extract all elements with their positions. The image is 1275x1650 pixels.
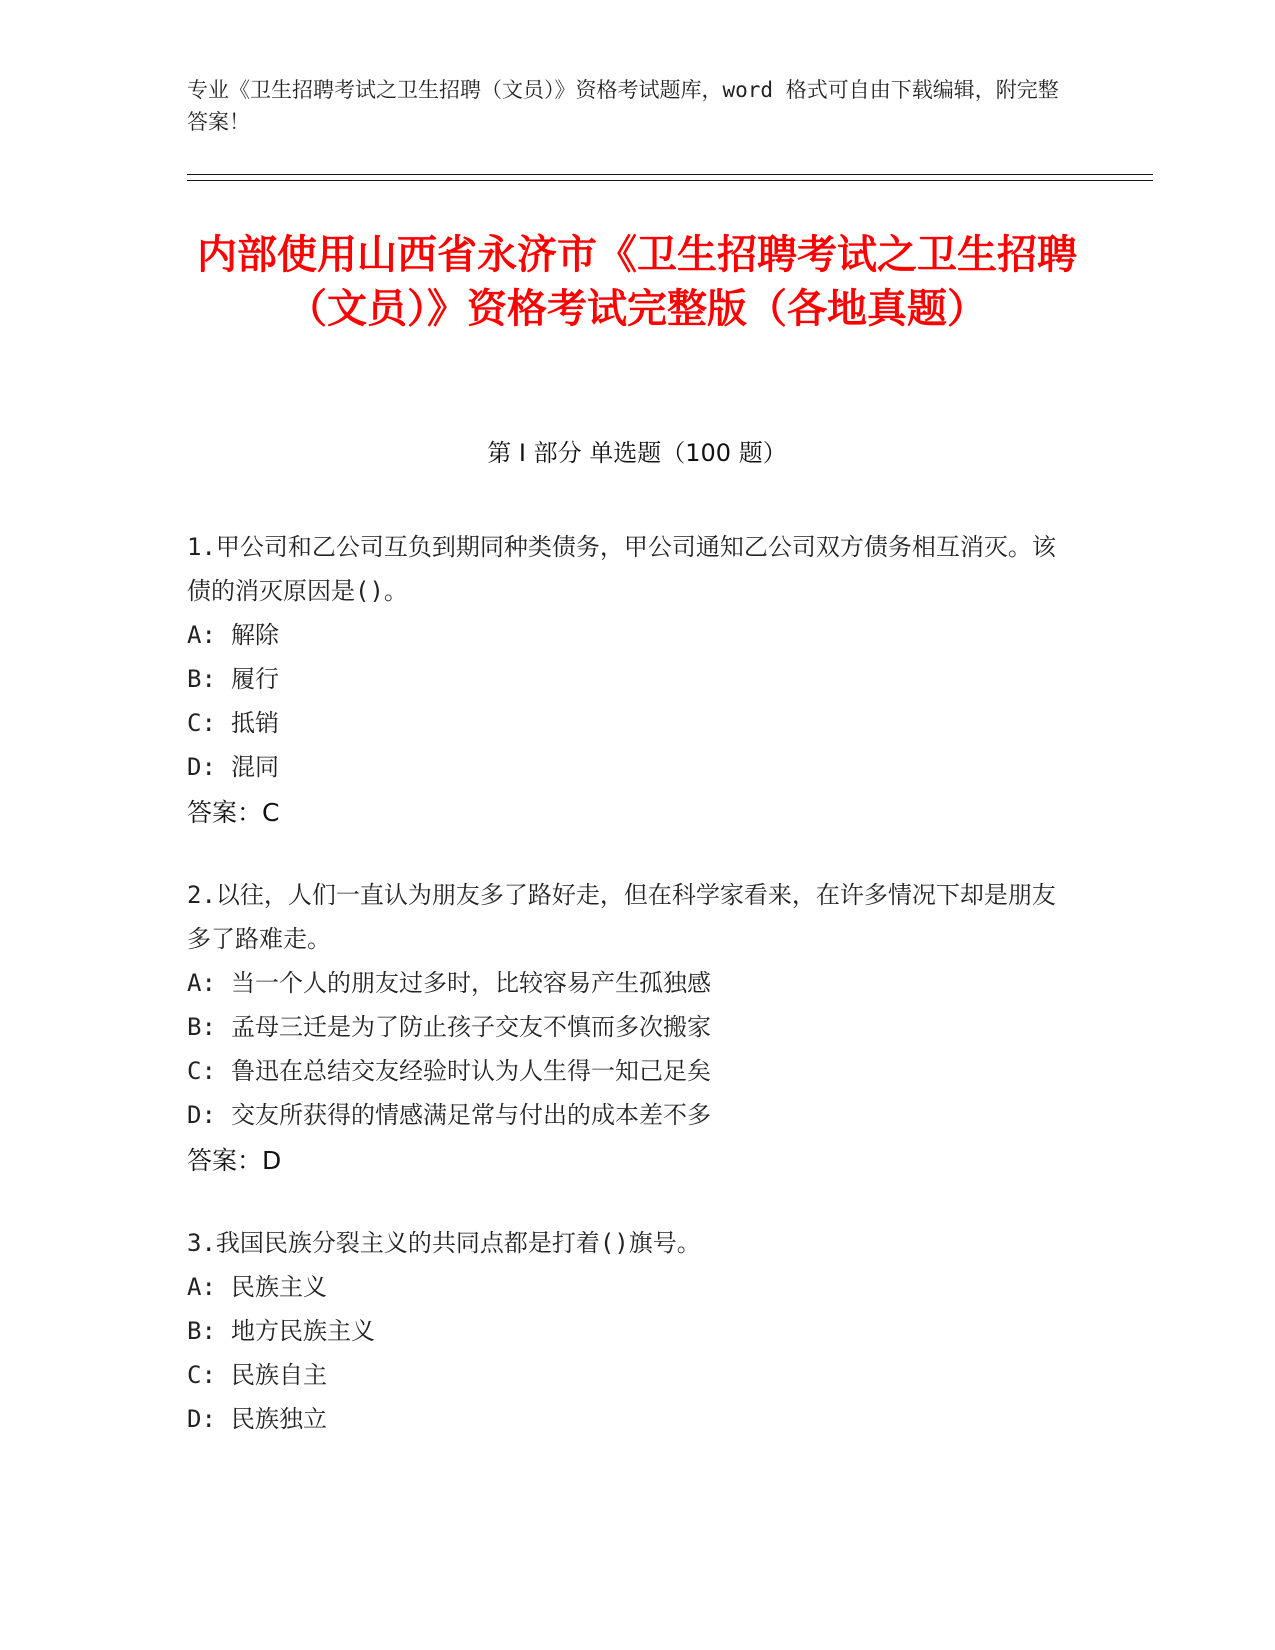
- option-text: 鲁迅在总结交友经验时认为人生得一知己足矣: [231, 1057, 711, 1085]
- option-text: 民族独立: [231, 1405, 327, 1433]
- option-c: [187, 1049, 1067, 1093]
- option-key: D:: [187, 753, 216, 781]
- option-a: [187, 1265, 1067, 1309]
- option-c: [187, 701, 1067, 745]
- option-key: D:: [187, 1405, 216, 1433]
- header-rule-bottom: [187, 180, 1153, 181]
- option-text: 混同: [231, 753, 279, 781]
- option-key: C:: [187, 709, 216, 737]
- answer-line: 答案：D: [187, 1146, 282, 1175]
- question-list: [187, 525, 1067, 1477]
- option-b: [187, 1005, 1067, 1049]
- option-key: B:: [187, 1317, 216, 1345]
- document-title: 内部使用山西省永济市《卫生招聘考试之卫生招聘（文员）》资格考试完整版（各地真题）: [197, 232, 1077, 332]
- option-key: C:: [187, 1057, 216, 1085]
- answer-line: 答案：C: [187, 798, 280, 827]
- question-stem: 3.我国民族分裂主义的共同点都是打着()旗号。: [187, 1229, 701, 1257]
- section-title: 第 I 部分 单选题（100 题）: [487, 439, 787, 467]
- question-2: [187, 873, 1067, 1185]
- option-a: [187, 961, 1067, 1005]
- question-1: [187, 525, 1067, 837]
- option-d: [187, 1397, 1067, 1441]
- option-key: A:: [187, 969, 216, 997]
- option-key: B:: [187, 665, 216, 693]
- option-b: [187, 657, 1067, 701]
- header-rule-top: [187, 174, 1153, 175]
- option-d: [187, 1093, 1067, 1137]
- question-3: [187, 1221, 1067, 1441]
- header-note: 专业《卫生招聘考试之卫生招聘（文员）》资格考试题库，word 格式可自由下载编辑，附完整答案！: [187, 78, 1059, 134]
- option-text: 抵销: [231, 709, 279, 737]
- option-key: D:: [187, 1101, 216, 1129]
- option-text: 交友所获得的情感满足常与付出的成本差不多: [231, 1101, 711, 1129]
- option-text: 民族主义: [231, 1273, 327, 1301]
- option-a: [187, 613, 1067, 657]
- option-key: B:: [187, 1013, 216, 1041]
- option-c: [187, 1353, 1067, 1397]
- option-text: 孟母三迁是为了防止孩子交友不慎而多次搬家: [231, 1013, 711, 1041]
- option-text: 当一个人的朋友过多时，比较容易产生孤独感: [231, 969, 711, 997]
- option-text: 民族自主: [231, 1361, 327, 1389]
- option-key: A:: [187, 1273, 216, 1301]
- option-text: 履行: [231, 665, 279, 693]
- option-key: A:: [187, 621, 216, 649]
- option-key: C:: [187, 1361, 216, 1389]
- option-d: [187, 745, 1067, 789]
- option-text: 地方民族主义: [231, 1317, 375, 1345]
- question-stem: 1.甲公司和乙公司互负到期同种类债务，甲公司通知乙公司双方债务相互消灭。该债的消灭原因是()。: [187, 533, 1056, 605]
- option-b: [187, 1309, 1067, 1353]
- option-text: 解除: [231, 621, 279, 649]
- question-stem: 2.以往，人们一直认为朋友多了路好走，但在科学家看来，在许多情况下却是朋友多了路难走。: [187, 881, 1056, 953]
